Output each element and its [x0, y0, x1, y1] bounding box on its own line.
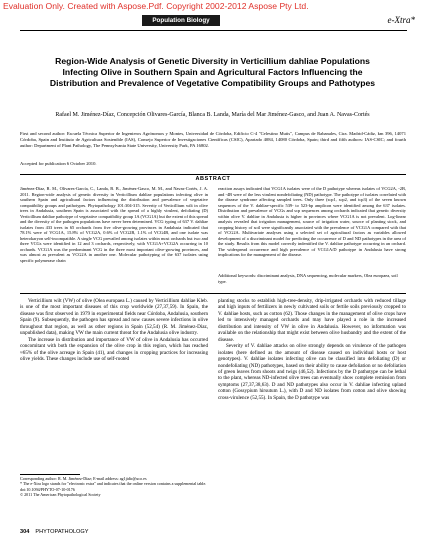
copyright: © 2011 The American Phytopathological Society: [20, 492, 101, 498]
article-title: Region-Wide Analysis of Genetic Diversity in Verticillium dahliae Populations Infecting Olive in Southern Spain and Agricultural Factors Influencing the Distribution and Prevalence of Vegetative Compatibility Groups and Pathotypes: [49, 56, 376, 88]
abstract-heading: ABSTRACT: [195, 176, 231, 182]
body-paragraph: The increase in distribution and importance of VW of olive in Andalusia has occurred concomitant with both the expansion of the olive crop in this region, which has reached ≈65% of the olive acreage in Spain (41), and changes in cropping practices for increasing olive yields. These changes include use of self-rooted: [20, 336, 208, 363]
evaluation-watermark: Evaluation Only. Created with Aspose.Pdf. Copyright 2002-2012 Aspose Pty Ltd.: [3, 1, 309, 11]
body-paragraph: planting stocks to establish high-tree-density, drip-irrigated orchards with reduced tillage and high inputs of fertilizers in newly cultivated soils or fertile soils previously cropped to V. dahliae hosts, such as cotton (62). Those changes in the management of olive crops have led to intensively managed orchards and may have played a role in the increased distribution and intensity of VW in olive in Andalusia. However, no information was available on the relationship that might exist between olive husbandry and the extent of the disease.: [218, 298, 406, 343]
page-number: 304: [20, 529, 30, 535]
body-left-column: [20, 298, 208, 363]
section-tag: Population Biology: [142, 15, 220, 26]
e-xtra-note: * The e-Xtra logo stands for "electronic extra" and indicates that the online version contains a supplemental table.: [20, 481, 207, 487]
body-right-column: [218, 298, 406, 401]
footnotes: [20, 476, 208, 498]
author-list: Rafael M. Jiménez-Díaz, Concepción Olivares-García, Blanca B. Landa, María del Mar Jiménez-Gasco, and Juan A. Navas-Cortés: [55, 112, 370, 118]
header-rule: [20, 30, 407, 31]
accepted-date: Accepted for publication 6 October 2010.: [20, 161, 97, 166]
corresponding-author-note: Corresponding author: R. M. Jiménez-Díaz; E-mail address: ag1jidir@uco.es: [20, 476, 147, 481]
body-paragraph: Severity of V. dahliae attacks on olive strongly depends on virulence of the pathogen isolates (here defined as the amount of disease caused on individual hosts or host genotypes). V. dahliae isolates infecting olive can be classified into defoliating (D) or nondefoliating (ND) pathotypes, based on their ability to cause defoliation or no defoliation of green leaves from shoots and twigs (46,52). Infections by the D pathotype can be lethal to the plant, whereas ND-infected olive trees can eventually show complete remission from symptoms (27,37,38,63). D and ND pathotypes also occur in V. dahliae infecting upland cotton (Gossypium hirsutum L.), with D and ND isolates from cotton and olive showing cross-virulence (52,55). In Spain, the D pathotype was: [218, 343, 406, 401]
abstract-left-column: Jiménez-Díaz, R. M., Olivares-García, C., Landa, B. B., Jiménez-Gasco, M. M., and Navas-Cortés, J. A. 2011. Region-wide analysis of genetic diversity in Verticillium dahliae populations infecting olive in southern Spain and agricultural factors influencing the distribution and prevalence of vegetative compatibility groups and pathotypes. Phytopathology 101:304-315. Severity of Verticillium wilt in olive trees in Andalusia, southern Spain is associated with the spread of a highly virulent, defoliating (D) Verticillium dahliae pathotype of vegetative compatibility group 1A (VCG1A) but the extent of this spread and the diversity of the pathogen populations have never been determined. VCG typing of 637 V. dahliae isolates from 433 trees in 65 orchards from five olive-growing provinces in Andalusia indicated that 78.1% were of VCG1A, 15.8% of VCG2A, 0.6% of VCG2B, 1.1% of VCG4B, and one isolate was heterokaryon self-incompatible. A single VCG prevailed among isolates within most orchards but two and three VCGs were identified in 12 and 3 orchards, respectively, with VCG1A+VCG2A occurring in 10 orchards. VCG1A was the predominant VCG in the three most important olive-growing provinces, and was almost as prevalent as VCG2A in another one. Molecular pathotyping of the 637 isolates using specific polymerase chain: [20, 186, 208, 263]
affiliations: First and second author: Escuela Técnica Superior de Ingenieros Agrónomos y Montes, Universidad de Córdoba, Edificio C-4 "Celestino Mutis", Campus de Rabanales, Ctra. Madrid-Cádiz, km 396, 14071 Córdoba, Spain and Instituto de Agricultura Sostenible (IAS), Consejo Superior de Investigaciones Científicas (CSIC), Apartado 4084, 14080 Córdoba, Spain; third and fifth authors: IAS-CSIC; and fourth author: Department of Plant Pathology, The Pennsylvania State University, University Park, PA 16802.: [20, 131, 406, 148]
journal-name: PHYTOPATHOLOGY: [35, 529, 89, 535]
abstract-right-column: reaction assays indicated that VCG1A isolates were of the D pathotype whereas isolates of VCG2A, -2B, and -4B were of the less virulent nondefoliating (ND) pathotype. The pathotype of isolates correlated with the disease syndrome affecting sampled trees. Only three (scp1, scp2, and tcp3) of the seven known sequences of the V. dahliae-specific 539- to 523-bp amplicon were identified among the 637 isolates. Distribution and prevalence of VCGs and scp sequences among orchards indicated that genetic diversity within olive V. dahliae in Andalusia is higher in provinces where VCG1A is not prevalent. Log-linear analysis revealed that irrigation management, source of irrigation water, source of planting stock, and cropping history of soil were significantly associated with the prevalence of VCG1A compared with that of VCG2A. Multivariate analyses using a selected set of agricultural factors as variables allowed development of a discriminant model for predicting the occurrence of D and ND pathotypes in the area of the study. Results from this model correctly indentified the V. dahliae pathotype occurring in an orchard. The widespread occurrence and high prevalence of VCG1A/D pathotype in Andalusia have strong implications for the management of the disease.: [218, 186, 406, 257]
footnote-rule: [20, 474, 80, 475]
e-xtra-mark: e-Xtra*: [387, 15, 415, 25]
body-paragraph: Verticillium wilt (VW) of olive (Olea europaea L.) caused by Verticillium dahliae Kleb. is one of the most important diseases of this crop worldwide (27,37,59). In Spain, the disease was first observed in 1979 in experimental fields near Córdoba, Andalusia, southern Spain (9). Subsequently, the pathogen has spread and now causes severe infections in olive throughout that region, as well as other regions in Spain (52,54) (R. M. Jiménez-Díaz, unpublished data), making VW the main current threat for the Andalusia olive industry.: [20, 298, 208, 337]
page-footer: [20, 529, 89, 535]
doi: doi:10.1094/PHYTO-07-10-0176: [20, 486, 75, 492]
additional-keywords: Additional keywords: discriminant analysis, DNA sequencing, molecular markers, Olea europaea, soil type.: [218, 273, 398, 284]
